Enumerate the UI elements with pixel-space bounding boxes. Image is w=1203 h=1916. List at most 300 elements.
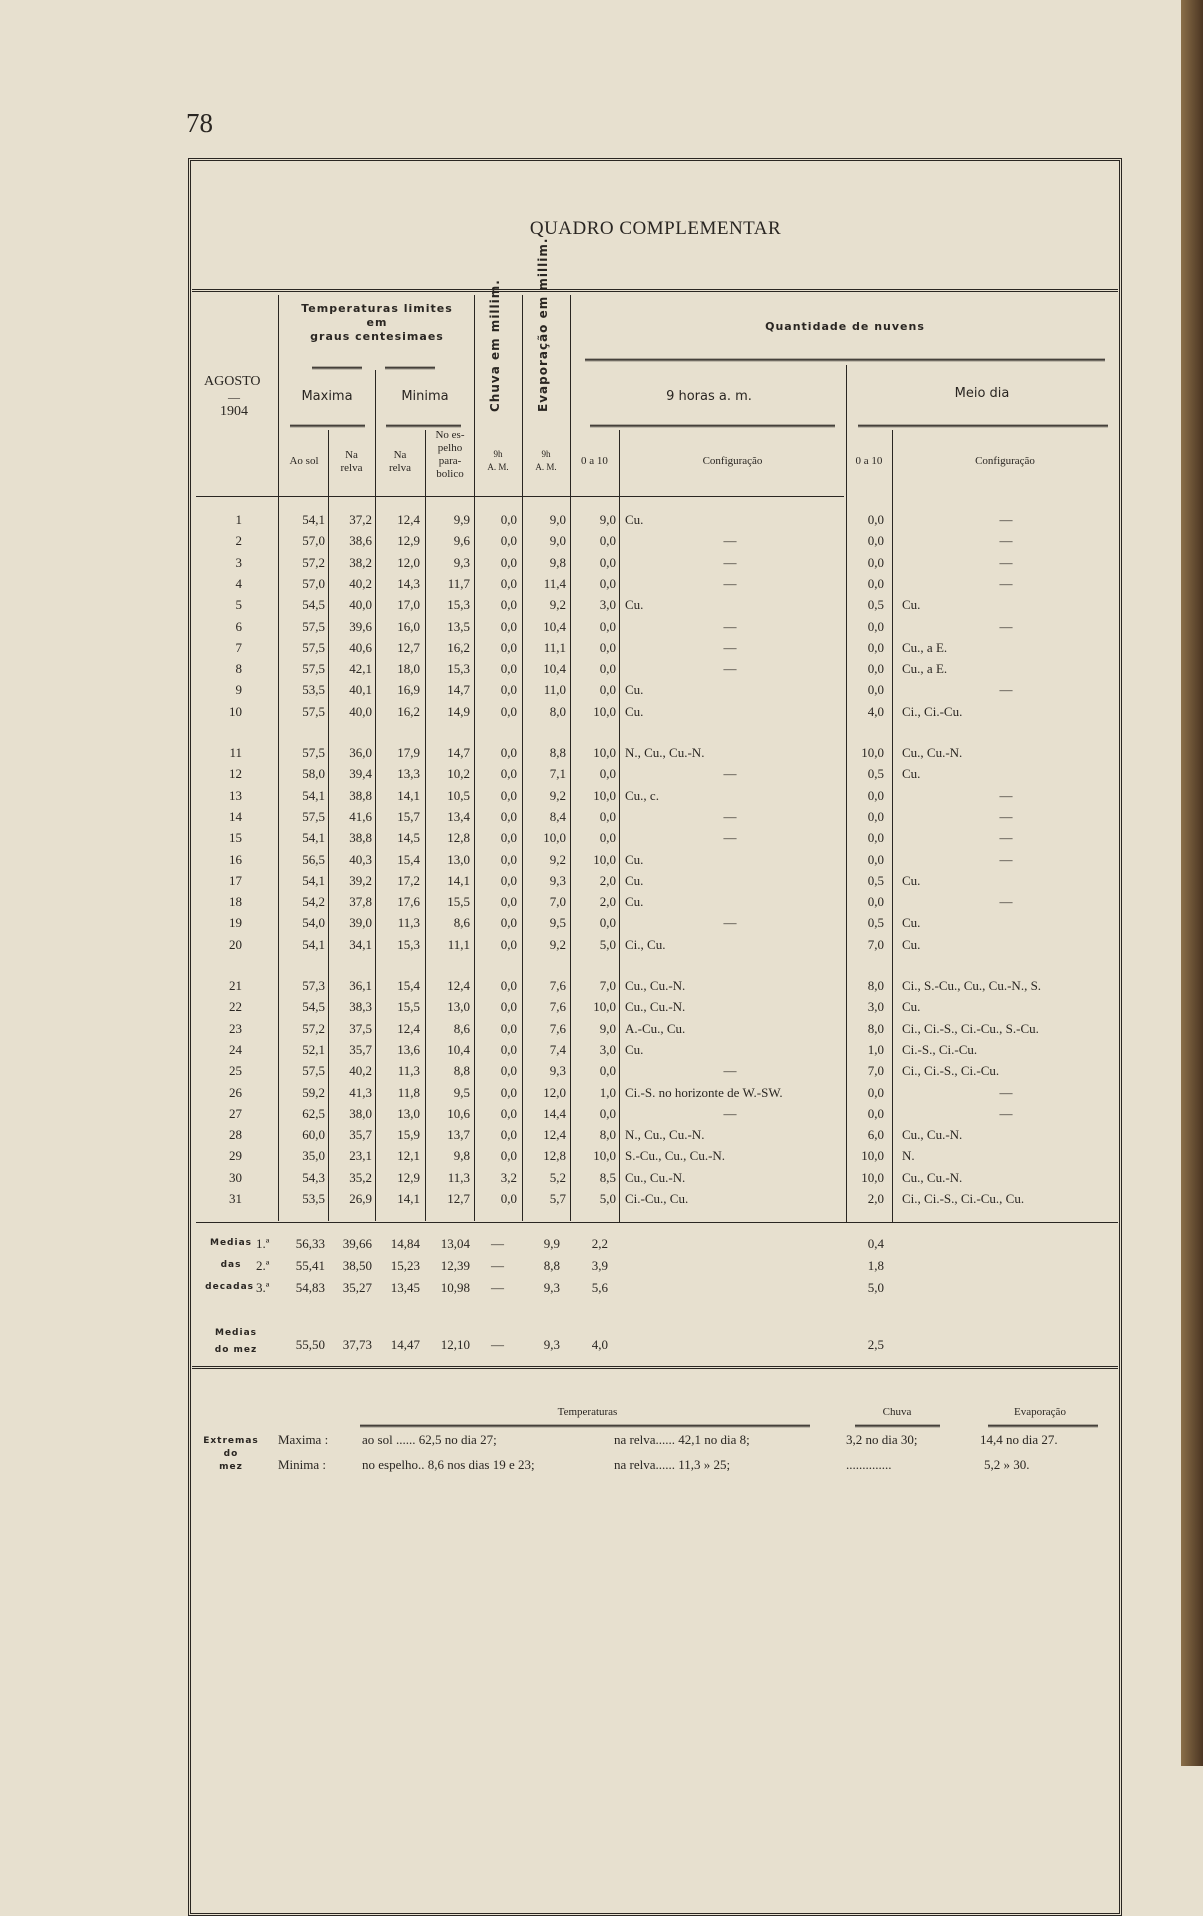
ornament-swash	[585, 358, 1105, 362]
cell-config-9h: N., Cu., Cu.-N.	[625, 745, 705, 760]
cell-sol: 57,2	[302, 1020, 325, 1036]
cell-espelho: 13,0	[447, 851, 470, 867]
cell-day: 23	[229, 1020, 242, 1036]
cell-day: 4	[235, 575, 242, 591]
cell-evap: 10,4	[543, 661, 566, 677]
cell-relva-min: 15,5	[397, 999, 420, 1015]
cell-sol: 57,5	[302, 661, 325, 677]
decade-cell-idx: 3.ª	[256, 1280, 270, 1295]
cell-day: 25	[229, 1063, 242, 1079]
col-divider	[619, 430, 620, 1223]
cell-n12: 0,0	[867, 787, 884, 803]
cell-config-9h: Ci.-Cu., Cu.	[625, 1191, 689, 1206]
extreme-min-relva: na relva...... 11,3 » 25;	[614, 1457, 731, 1472]
cell-config-12h: Ci., S.-Cu., Cu., Cu.-N., S.	[902, 978, 1042, 993]
cell-config-9h-empty: —	[723, 808, 737, 824]
cell-chuva: 0,0	[500, 1084, 517, 1100]
cell-espelho: 15,3	[447, 597, 470, 613]
cell-sol: 58,0	[302, 766, 325, 782]
cell-config-12h: Cu., Cu.-N.	[902, 1169, 963, 1185]
cell-sol: 57,0	[302, 575, 325, 591]
extremes-top-rule	[192, 1366, 1118, 1369]
cell-config-9h: Cu.	[625, 512, 644, 527]
cell-chuva: 0,0	[500, 661, 517, 677]
cell-relva-max: 36,0	[349, 745, 372, 760]
ornament-swash	[858, 424, 1108, 428]
cell-relva-max: 39,6	[349, 618, 372, 634]
cell-config-9h: Ci.-S. no horizonte de W.-SW.	[625, 1084, 783, 1100]
cell-day: 30	[229, 1169, 242, 1185]
chuva-am: A. M.	[487, 462, 509, 472]
cell-chuva: 0,0	[500, 554, 517, 570]
cell-day: 13	[229, 787, 242, 803]
cell-n12: 0,0	[867, 1105, 884, 1121]
cell-evap: 9,0	[549, 512, 566, 527]
cell-relva-min: 16,0	[397, 618, 420, 634]
cell-relva-min: 11,8	[397, 1084, 420, 1100]
cell-config-12h: Cu., Cu.-N.	[902, 745, 963, 760]
extremes-maxima-label: Maxima :	[278, 1432, 329, 1447]
cell-evap: 5,7	[549, 1191, 566, 1206]
cell-sol: 62,5	[302, 1105, 325, 1121]
cell-n12: 0,5	[867, 766, 884, 782]
cell-chuva: 0,0	[500, 1063, 517, 1079]
cell-espelho: 10,6	[447, 1105, 470, 1121]
header-top-rule	[192, 289, 1118, 292]
decade-cell-evap: 8,8	[543, 1258, 560, 1273]
cell-n9: 0,0	[599, 618, 616, 634]
cell-evap: 9,2	[549, 597, 566, 613]
cell-config-12h: Cu.	[902, 597, 921, 613]
cell-day: 26	[229, 1084, 242, 1100]
cell-n9: 0,0	[599, 639, 616, 655]
decade-cell-chuva: —	[491, 1236, 504, 1251]
cell-espelho: 9,6	[453, 533, 470, 549]
cell-relva-min: 14,3	[397, 575, 420, 591]
decade-cell-n12: 0,4	[867, 1236, 884, 1251]
cell-relva-min: 17,0	[397, 597, 420, 613]
cell-relva-min: 13,3	[397, 766, 420, 782]
cell-chuva: 0,0	[500, 936, 517, 952]
cell-relva-min: 13,6	[397, 1041, 420, 1057]
cell-config-12h-empty: —	[999, 787, 1013, 803]
cell-evap: 7,6	[549, 999, 566, 1015]
cell-evap: 7,6	[549, 978, 566, 993]
cell-config-9h: Cu.	[625, 682, 644, 698]
cell-relva-min: 12,0	[397, 554, 420, 570]
cell-chuva: 0,0	[500, 787, 517, 803]
cell-sol: 53,5	[302, 682, 325, 698]
cell-n12: 0,0	[867, 682, 884, 698]
cell-config-9h: Cu.	[625, 703, 644, 719]
decade-cell-espelho: 13,04	[440, 1236, 470, 1251]
decade-cell-relva-max: 38,50	[342, 1258, 372, 1273]
cell-chuva: 0,0	[500, 851, 517, 867]
cell-sol: 54,1	[302, 512, 325, 527]
cell-sol: 52,1	[302, 1041, 325, 1057]
month-mean-cell-n12: 2,5	[867, 1337, 884, 1352]
decade-cell-idx: 2.ª	[256, 1258, 270, 1273]
col-espelho-3: para-	[438, 455, 462, 467]
cell-relva-max: 38,8	[349, 830, 372, 846]
cell-sol: 57,5	[302, 618, 325, 634]
cell-relva-max: 34,1	[349, 936, 372, 952]
cell-config-12h: Cu.	[902, 915, 921, 931]
cell-evap: 9,2	[549, 851, 566, 867]
cell-relva-max: 26,9	[349, 1191, 372, 1206]
cell-n12: 0,5	[867, 872, 884, 888]
cell-relva-max: 36,1	[349, 978, 372, 993]
cell-relva-max: 41,6	[349, 808, 372, 824]
decade-cell-espelho: 12,39	[440, 1258, 470, 1273]
decade-cell-relva-min: 14,84	[390, 1236, 420, 1251]
month-mean-cell-n9: 4,0	[591, 1337, 608, 1352]
cell-n9: 9,0	[599, 512, 616, 527]
decades-label-3: decadas	[205, 1282, 254, 1292]
cell-sol: 57,3	[302, 978, 325, 993]
cell-config-9h-empty: —	[723, 766, 737, 782]
col-espelho-4: bolico	[436, 468, 464, 480]
cell-relva-max: 39,2	[349, 872, 372, 888]
extreme-max-relva: na relva...... 42,1 no dia 8;	[614, 1432, 750, 1447]
cell-relva-max: 37,2	[349, 512, 372, 527]
cell-config-12h: Cu., a E.	[902, 661, 948, 677]
cell-n9: 0,0	[599, 682, 616, 698]
cell-relva-min: 17,9	[397, 745, 420, 760]
col-espelho-2: pelho	[437, 442, 463, 454]
cell-n12: 7,0	[867, 936, 884, 952]
ornament-swash	[360, 1424, 810, 1428]
cell-day: 29	[229, 1148, 242, 1164]
cell-chuva: 0,0	[500, 808, 517, 824]
nuvens-header: Quantidade de nuvens	[765, 320, 925, 333]
cell-relva-min: 14,1	[397, 787, 420, 803]
cell-n9: 8,5	[599, 1169, 616, 1185]
decade-cell-relva-max: 35,27	[342, 1280, 372, 1295]
cell-evap: 8,4	[549, 808, 566, 824]
nove-horas-header: 9 horas a. m.	[666, 389, 752, 404]
cell-n12: 0,5	[867, 915, 884, 931]
cell-evap: 5,2	[549, 1169, 566, 1185]
cell-relva-min: 12,1	[397, 1148, 420, 1164]
col-divider	[278, 295, 279, 1221]
header-bottom-rule	[196, 496, 844, 497]
cell-relva-max: 38,0	[349, 1105, 372, 1121]
cell-config-12h-empty: —	[999, 851, 1013, 867]
cell-day: 8	[235, 661, 242, 677]
decades-label-2: das	[220, 1260, 242, 1270]
cell-n9: 0,0	[599, 915, 616, 931]
cell-sol: 54,1	[302, 872, 325, 888]
cell-evap: 11,1	[543, 639, 566, 655]
cell-espelho: 11,7	[447, 575, 470, 591]
cell-chuva: 0,0	[500, 703, 517, 719]
cell-config-9h-empty: —	[723, 1063, 737, 1079]
cell-relva-max: 40,1	[349, 682, 372, 698]
ornament-swash	[290, 424, 365, 428]
decade-cell-relva-max: 39,66	[342, 1236, 372, 1251]
cell-evap: 11,4	[543, 575, 566, 591]
cell-config-12h-empty: —	[999, 830, 1013, 846]
cell-n9: 10,0	[593, 1148, 616, 1164]
cell-n9: 8,0	[599, 1127, 616, 1143]
extremes-evap-header: Evaporação	[1014, 1406, 1066, 1418]
cell-config-12h: Cu.	[902, 936, 921, 952]
cell-espelho: 14,7	[447, 682, 470, 698]
cell-espelho: 11,3	[447, 1169, 470, 1185]
cell-n9: 0,0	[599, 1063, 616, 1079]
evaporacao-header: Evaporação em millim.	[536, 237, 550, 412]
cell-chuva: 0,0	[500, 999, 517, 1015]
cell-n9: 1,0	[599, 1084, 616, 1100]
cell-relva-max: 35,7	[349, 1041, 372, 1057]
cell-n9: 0,0	[599, 661, 616, 677]
cell-n9: 0,0	[599, 766, 616, 782]
cell-espelho: 14,7	[447, 745, 470, 760]
cell-chuva: 0,0	[500, 1191, 517, 1206]
cell-n9: 2,0	[599, 872, 616, 888]
ornament-swash	[312, 366, 362, 370]
cell-n9: 0,0	[599, 808, 616, 824]
cell-espelho: 16,2	[447, 639, 470, 655]
cell-chuva: 0,0	[500, 978, 517, 993]
cell-espelho: 13,0	[447, 999, 470, 1015]
decade-cell-sol: 54,83	[295, 1280, 325, 1295]
cell-n12: 0,0	[867, 661, 884, 677]
cell-sol: 54,3	[302, 1169, 325, 1185]
cell-n9: 0,0	[599, 830, 616, 846]
cell-n9: 0,0	[599, 1105, 616, 1121]
cell-day: 6	[235, 618, 242, 634]
decade-cell-n9: 5,6	[591, 1280, 608, 1295]
cell-chuva: 0,0	[500, 682, 517, 698]
cell-relva-min: 17,2	[397, 872, 420, 888]
decade-cell-idx: 1.ª	[256, 1236, 270, 1251]
col-espelho-1: No es-	[435, 429, 465, 441]
decade-cell-n12: 1,8	[867, 1258, 884, 1273]
cell-relva-max: 38,6	[349, 533, 372, 549]
cell-config-12h: Cu.	[902, 999, 921, 1015]
cell-espelho: 8,6	[453, 915, 470, 931]
cell-relva-min: 11,3	[397, 1063, 420, 1079]
cell-relva-min: 15,9	[397, 1127, 420, 1143]
cell-chuva: 0,0	[500, 597, 517, 613]
cell-day: 15	[229, 830, 242, 846]
cell-config-9h-empty: —	[723, 915, 737, 931]
extreme-min-espelho: no espelho.. 8,6 nos dias 19 e 23;	[362, 1457, 535, 1472]
extreme-max-sol: ao sol ...... 62,5 no dia 27;	[362, 1432, 497, 1447]
decade-cell-chuva: —	[491, 1280, 504, 1295]
cell-config-9h: Ci., Cu.	[625, 936, 666, 952]
cell-config-12h: Cu., Cu.-N.	[902, 1127, 963, 1143]
cell-config-12h: Ci., Ci.-S., Ci.-Cu.	[902, 1063, 1000, 1079]
cell-n12: 0,5	[867, 597, 884, 613]
cell-n9: 9,0	[599, 1020, 616, 1036]
cell-espelho: 9,8	[453, 1148, 470, 1164]
cell-evap: 9,2	[549, 936, 566, 952]
month-mean-cell-chuva: —	[491, 1337, 504, 1352]
cell-n9: 10,0	[593, 999, 616, 1015]
table-title: QUADRO COMPLEMENTAR	[529, 218, 782, 239]
cell-espelho: 9,3	[453, 554, 470, 570]
cell-config-12h: Ci., Ci.-S., Ci.-Cu., Cu.	[902, 1191, 1025, 1206]
cell-evap: 10,4	[543, 618, 566, 634]
cell-relva-max: 35,2	[349, 1169, 372, 1185]
cell-n12: 0,0	[867, 808, 884, 824]
cell-config-9h: Cu.	[625, 1041, 644, 1057]
cell-n12: 0,0	[867, 618, 884, 634]
cell-sol: 59,2	[302, 1084, 325, 1100]
cell-day: 3	[235, 554, 242, 570]
cell-chuva: 0,0	[500, 533, 517, 549]
ornament-swash	[590, 424, 835, 428]
col-0a10-12h: 0 a 10	[855, 455, 883, 467]
cell-sol: 56,5	[302, 851, 325, 867]
cell-relva-min: 15,7	[397, 808, 420, 824]
cell-sol: 54,5	[302, 999, 325, 1015]
cell-chuva: 0,0	[500, 1041, 517, 1057]
col-config-12h: Configuração	[975, 455, 1035, 467]
month-mean-cell-espelho: 12,10	[440, 1337, 470, 1352]
month-mean-cell-evap: 9,3	[543, 1337, 560, 1352]
decade-cell-n9: 3,9	[591, 1258, 608, 1273]
cell-espelho: 10,4	[447, 1041, 470, 1057]
cell-day: 10	[229, 703, 242, 719]
cell-day: 9	[235, 682, 242, 698]
cell-n12: 0,0	[867, 533, 884, 549]
cell-n12: 10,0	[861, 1148, 884, 1164]
cell-relva-min: 17,6	[397, 894, 420, 910]
cell-evap: 7,4	[549, 1041, 566, 1057]
cell-espelho: 13,4	[447, 808, 470, 824]
cell-n12: 0,0	[867, 639, 884, 655]
cell-relva-max: 37,8	[349, 894, 372, 910]
cell-chuva: 0,0	[500, 1148, 517, 1164]
cell-espelho: 14,1	[447, 872, 470, 888]
cell-day: 14	[229, 808, 242, 824]
col-na-relva-min-1: Na	[393, 449, 407, 461]
extremes-label-3: mez	[219, 1462, 243, 1472]
extremes-temperaturas-header: Temperaturas	[557, 1406, 618, 1418]
cell-config-9h: A.-Cu., Cu.	[625, 1020, 686, 1036]
temp-group-line1: Temperaturas limites	[301, 302, 453, 315]
cell-n9: 10,0	[593, 745, 616, 760]
decade-cell-relva-min: 15,23	[390, 1258, 420, 1273]
cell-n12: 0,0	[867, 575, 884, 591]
cell-config-12h-empty: —	[999, 894, 1013, 910]
evap-am: A. M.	[535, 462, 557, 472]
cell-relva-min: 15,3	[397, 936, 420, 952]
cell-day: 28	[229, 1127, 242, 1143]
cell-n9: 5,0	[599, 936, 616, 952]
cell-day: 31	[229, 1191, 242, 1206]
cell-config-12h: Ci., Ci.-S., Ci.-Cu., S.-Cu.	[902, 1020, 1039, 1036]
decade-cell-n9: 2,2	[591, 1236, 608, 1251]
cell-config-12h: Cu., a E.	[902, 639, 948, 655]
cell-config-12h-empty: —	[999, 808, 1013, 824]
cell-evap: 8,0	[549, 703, 566, 719]
page-edge	[1181, 0, 1203, 1766]
cell-config-12h-empty: —	[999, 512, 1013, 527]
cell-relva-min: 15,4	[397, 851, 420, 867]
cell-n9: 10,0	[593, 851, 616, 867]
cell-config-9h: Cu.	[625, 851, 644, 867]
cell-relva-max: 38,8	[349, 787, 372, 803]
maxima-header: Maxima	[301, 389, 353, 404]
cell-sol: 57,5	[302, 745, 325, 760]
cell-config-9h-empty: —	[723, 575, 737, 591]
decade-cell-sol: 56,33	[295, 1236, 325, 1251]
cell-n12: 7,0	[867, 1063, 884, 1079]
cell-n12: 10,0	[861, 1169, 884, 1185]
cell-sol: 54,1	[302, 830, 325, 846]
cell-config-9h: Cu., c.	[625, 787, 659, 803]
cell-evap: 14,4	[543, 1105, 566, 1121]
cell-n12: 0,0	[867, 1084, 884, 1100]
ornament-swash	[855, 1424, 940, 1428]
cell-config-9h-empty: —	[723, 533, 737, 549]
cell-espelho: 14,9	[447, 703, 470, 719]
cell-relva-max: 42,1	[349, 661, 372, 677]
month-mean-cell-sol: 55,50	[295, 1337, 325, 1352]
cell-config-9h-empty: —	[723, 618, 737, 634]
cell-chuva: 3,2	[500, 1169, 517, 1185]
cell-evap: 12,8	[543, 1148, 566, 1164]
cell-espelho: 12,8	[447, 830, 470, 846]
meio-dia-header: Meio dia	[954, 386, 1010, 401]
cell-chuva: 0,0	[500, 618, 517, 634]
cell-n12: 0,0	[867, 554, 884, 570]
cell-evap: 9,0	[549, 533, 566, 549]
cell-chuva: 0,0	[500, 1127, 517, 1143]
col-config-9h: Configuração	[702, 455, 763, 467]
decades-top-rule	[196, 1222, 1118, 1223]
cell-n12: 0,0	[867, 851, 884, 867]
cell-config-12h-empty: —	[999, 533, 1013, 549]
cell-relva-max: 38,2	[349, 554, 372, 570]
cell-n12: 1,0	[867, 1041, 884, 1057]
cell-relva-max: 40,2	[349, 575, 372, 591]
cell-evap: 9,3	[549, 872, 566, 888]
cell-sol: 60,0	[302, 1127, 325, 1143]
cell-evap: 7,1	[549, 766, 566, 782]
chuva-header: Chuva em millim.	[488, 279, 502, 412]
cell-n9: 3,0	[599, 597, 616, 613]
cell-chuva: 0,0	[500, 766, 517, 782]
cell-n12: 0,0	[867, 512, 884, 527]
decade-cell-n12: 5,0	[867, 1280, 884, 1295]
cell-config-12h: Cu.	[902, 872, 921, 888]
cell-sol: 57,5	[302, 808, 325, 824]
cell-relva-min: 12,9	[397, 1169, 420, 1185]
cell-n9: 3,0	[599, 1041, 616, 1057]
col-0a10-9h: 0 a 10	[581, 455, 608, 467]
extreme-max-chuva: 3,2 no dia 30;	[846, 1432, 918, 1447]
cell-relva-max: 23,1	[349, 1148, 372, 1164]
cell-relva-min: 11,3	[397, 915, 420, 931]
cell-day: 18	[229, 894, 242, 910]
cell-chuva: 0,0	[500, 745, 517, 760]
cell-sol: 57,5	[302, 1063, 325, 1079]
cell-evap: 9,8	[549, 554, 566, 570]
cell-config-9h: Cu., Cu.-N.	[625, 978, 686, 993]
chuva-hour: 9h	[493, 449, 503, 459]
decade-cell-evap: 9,9	[543, 1236, 560, 1251]
cell-relva-max: 40,0	[349, 597, 372, 613]
cell-chuva: 0,0	[500, 872, 517, 888]
month-dash: —	[228, 390, 240, 404]
cell-espelho: 12,4	[447, 978, 470, 993]
